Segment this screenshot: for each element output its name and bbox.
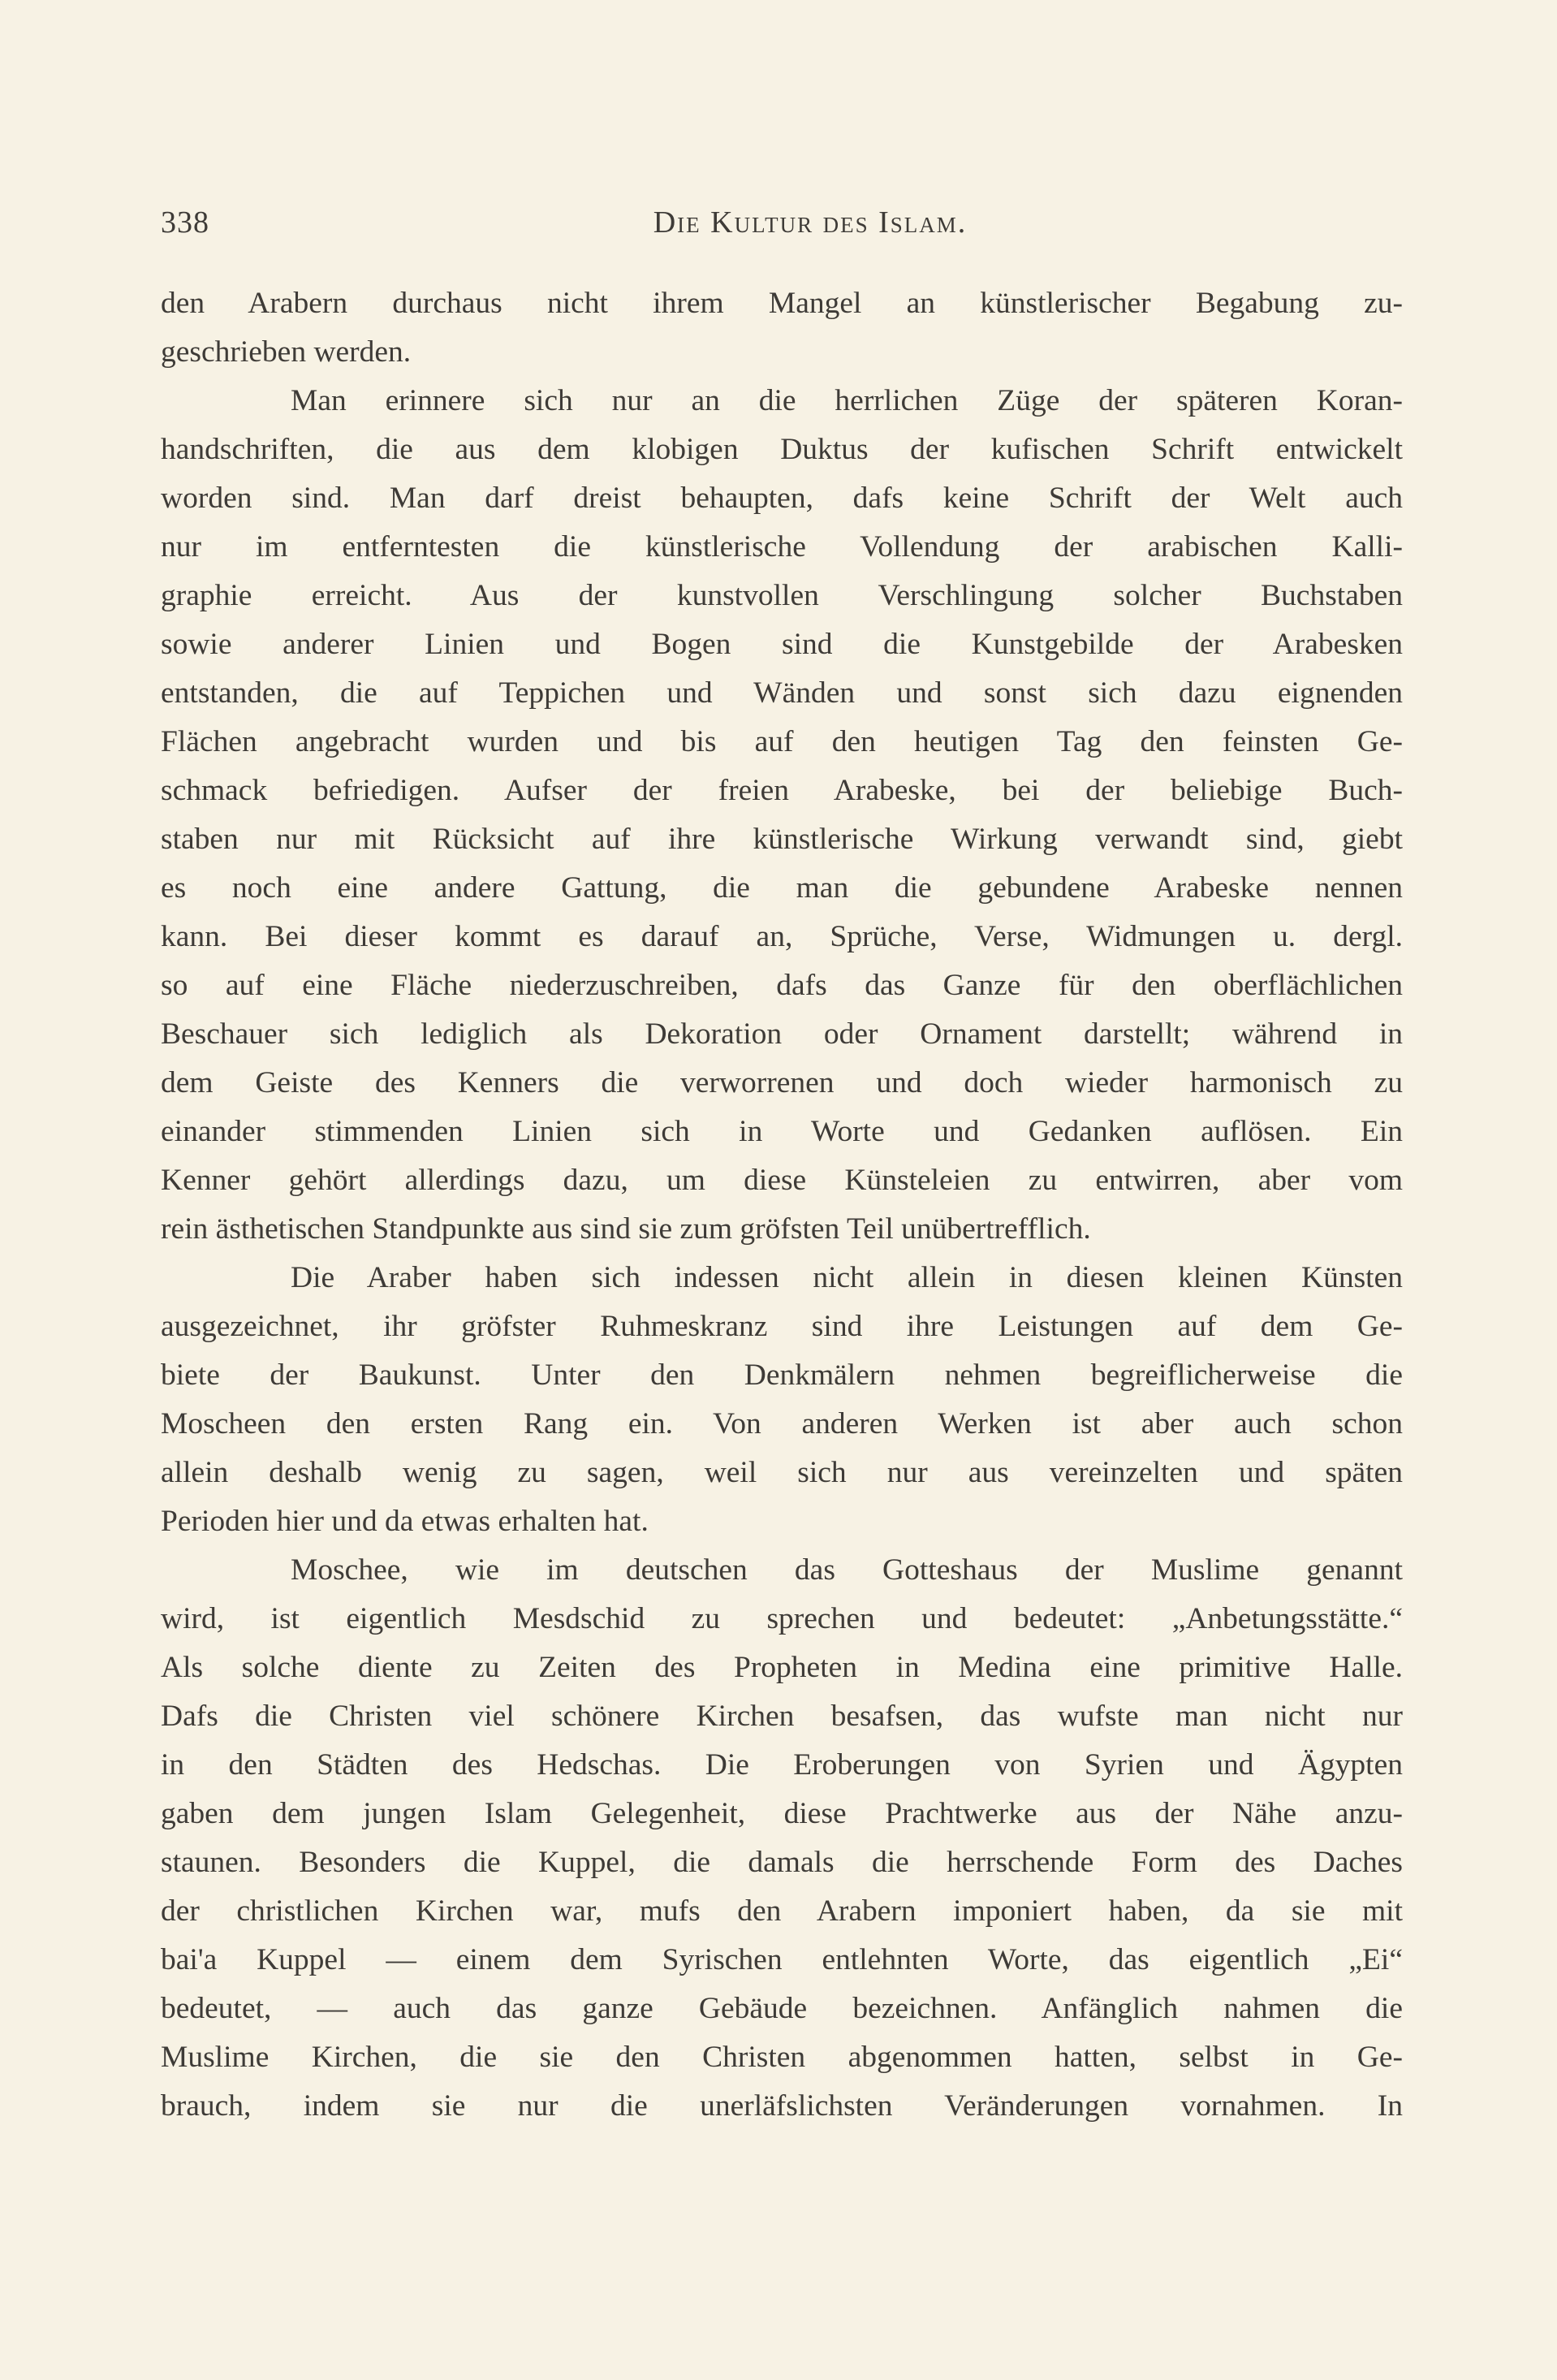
text-line: allein deshalb wenig zu sagen, weil sich nur aus vereinzelten und späten bbox=[161, 1456, 1403, 1489]
page-number: 338 bbox=[161, 205, 209, 240]
text-line: entstanden, die auf Teppichen und Wänden und sonst sich dazu eignenden bbox=[161, 676, 1403, 710]
text-line: es noch eine andere Gattung, die man die gebundene Arabeske nennen bbox=[161, 871, 1403, 905]
text-line: Perioden hier und da etwas erhalten hat. bbox=[161, 1505, 649, 1538]
text-line: Kenner gehört allerdings dazu, um diese Künsteleien zu entwirren, aber vom bbox=[161, 1164, 1403, 1197]
text-line: kann. Bei dieser kommt es darauf an, Sprüche, Verse, Widmungen u. dergl. bbox=[161, 920, 1403, 953]
text-line: Die Araber haben sich indessen nicht allein in diesen kleinen Künsten bbox=[291, 1261, 1403, 1294]
text-line: bedeutet, — auch das ganze Gebäude bezeichnen. Anfänglich nahmen die bbox=[161, 1992, 1403, 2025]
text-line: Beschauer sich lediglich als Dekoration oder Ornament darstellt; während in bbox=[161, 1017, 1403, 1051]
text-line: handschriften, die aus dem klobigen Duktus der kufischen Schrift entwickelt bbox=[161, 433, 1403, 466]
text-line: dem Geiste des Kenners die verworrenen und doch wieder harmonisch zu bbox=[161, 1066, 1403, 1099]
text-line: Flächen angebracht wurden und bis auf den heutigen Tag den feinsten Ge- bbox=[161, 725, 1403, 758]
running-title: Die Kultur des Islam. bbox=[653, 205, 968, 240]
text-line: staunen. Besonders die Kuppel, die damals die herrschende Form des Daches bbox=[161, 1846, 1403, 1879]
text-line: Moscheen den ersten Rang ein. Von anderen Werken ist aber auch schon bbox=[161, 1407, 1403, 1441]
text-line: brauch, indem sie nur die unerläfslichsten Veränderungen vornahmen. In bbox=[161, 2089, 1403, 2123]
text-line: Als solche diente zu Zeiten des Propheten in Medina eine primitive Halle. bbox=[161, 1651, 1403, 1684]
text-line: einander stimmenden Linien sich in Worte und Gedanken auflösen. Ein bbox=[161, 1115, 1403, 1148]
text-line: sowie anderer Linien und Bogen sind die Kunstgebilde der Arabesken bbox=[161, 628, 1403, 661]
text-line: bai'a Kuppel — einem dem Syrischen entlehnten Worte, das eigentlich „Ei“ bbox=[161, 1943, 1403, 1976]
text-line: in den Städten des Hedschas. Die Eroberungen von Syrien und Ägypten bbox=[161, 1748, 1403, 1782]
text-line: graphie erreicht. Aus der kunstvollen Verschlingung solcher Buchstaben bbox=[161, 579, 1403, 612]
text-line: Moschee, wie im deutschen das Gotteshaus der Muslime genannt bbox=[291, 1553, 1403, 1587]
text-line: geschrieben werden. bbox=[161, 335, 412, 369]
text-line: so auf eine Fläche niederzuschreiben, dafs das Ganze für den oberflächlichen bbox=[161, 969, 1403, 1002]
text-line: Dafs die Christen viel schönere Kirchen besafsen, das wufste man nicht nur bbox=[161, 1700, 1403, 1733]
text-line: der christlichen Kirchen war, mufs den Arabern imponiert haben, da sie mit bbox=[161, 1894, 1403, 1928]
page-header bbox=[161, 205, 1403, 253]
text-line: staben nur mit Rücksicht auf ihre künstlerische Wirkung verwandt sind, giebt bbox=[161, 823, 1403, 856]
text-line: worden sind. Man darf dreist behaupten, dafs keine Schrift der Welt auch bbox=[161, 482, 1403, 515]
text-line: schmack befriedigen. Aufser der freien Arabeske, bei der beliebige Buch- bbox=[161, 774, 1403, 807]
text-line: Man erinnere sich nur an die herrlichen Züge der späteren Koran- bbox=[291, 384, 1403, 417]
text-line: biete der Baukunst. Unter den Denkmälern nehmen begreiflicherweise die bbox=[161, 1358, 1403, 1392]
text-line: gaben dem jungen Islam Gelegenheit, diese Prachtwerke aus der Nähe anzu- bbox=[161, 1797, 1403, 1830]
text-line: nur im entferntesten die künstlerische Vollendung der arabischen Kalli- bbox=[161, 530, 1403, 564]
text-line: Muslime Kirchen, die sie den Christen abgenommen hatten, selbst in Ge- bbox=[161, 2041, 1403, 2074]
text-line: wird, ist eigentlich Mesdschid zu sprechen und bedeutet: „Anbetungsstätte.“ bbox=[161, 1602, 1403, 1635]
text-line: ausgezeichnet, ihr gröfster Ruhmeskranz sind ihre Leistungen auf dem Ge- bbox=[161, 1310, 1403, 1343]
text-line: den Arabern durchaus nicht ihrem Mangel an künstlerischer Begabung zu- bbox=[161, 287, 1403, 320]
text-line: rein ästhetischen Standpunkte aus sind sie zum gröfsten Teil unübertrefflich. bbox=[161, 1212, 1091, 1246]
